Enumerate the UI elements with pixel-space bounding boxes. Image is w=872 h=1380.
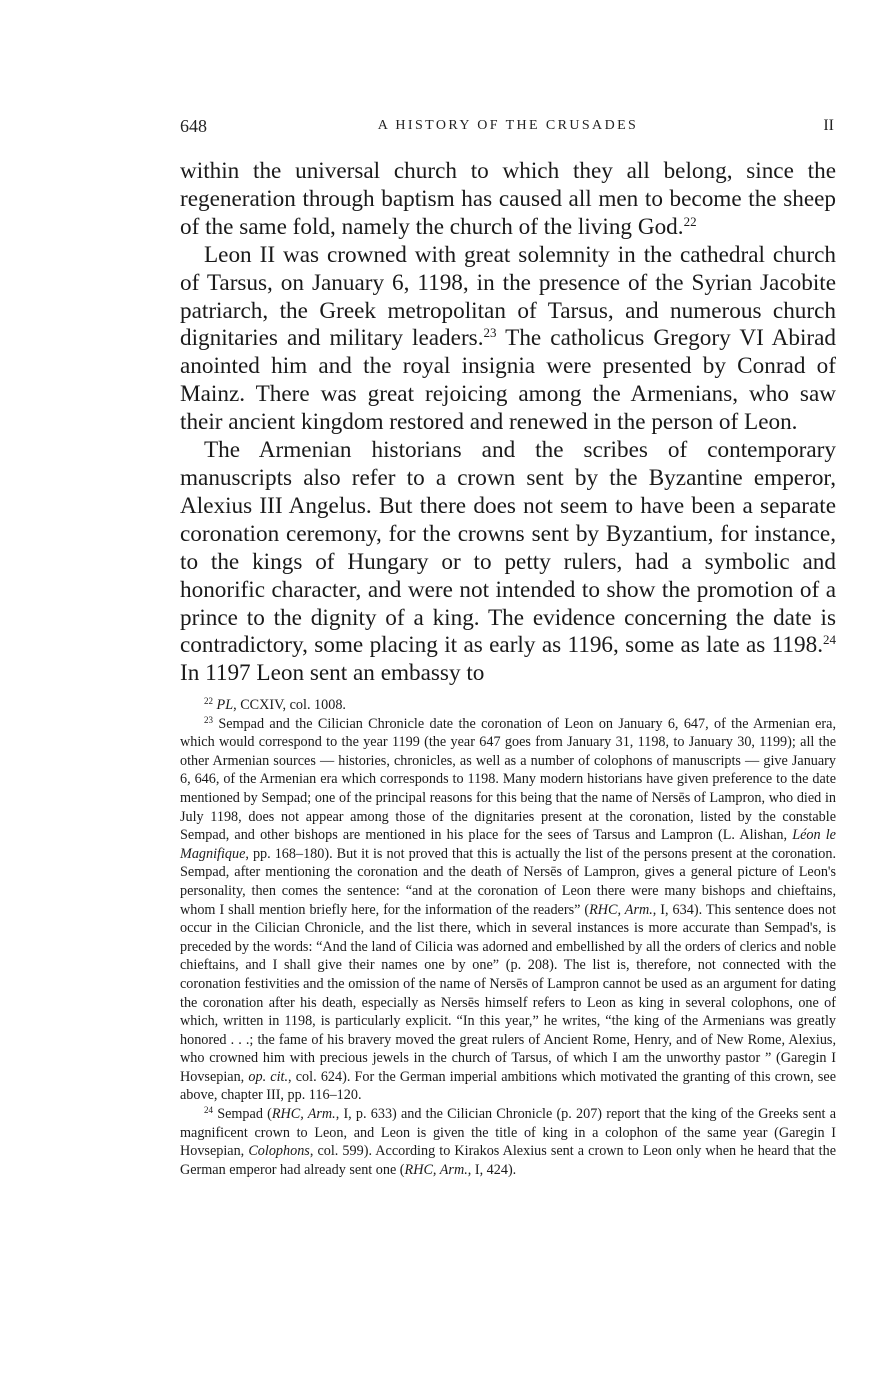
footnote-text: , I, p. 633) and the Cilician Chronicle (p. 207) report that the king of the Greeks sent a magnificent crown to Leon, and Leon is given the title of king in a colophon of the same year (Garegin I Hovsepian, — [180, 1106, 836, 1160]
footnote-text: , col. 599). According to Kirakos Alexius sent a crown to Leon only when he heard that the German emperor had already sent one ( — [180, 1143, 836, 1178]
main-text — [180, 158, 836, 688]
footnote-text: Sempad and the Cilician Chronicle date the coronation of Leon on January 6, 647, of the Armenian era, which would correspond to the year 1199 (the year 647 goes from January 31, 1198, to January 30, 1199); all the other Armenian sources — histories, chronicles, as well as a number of colophons of manuscripts — give January 6, 646, of the Armenian era which corresponds to 1198. Many modern historians have given preference to the date mentioned by Sempad; one of the principal reasons for this being that the name of Nersēs of Lampron, who died in July 1198, does not appear among those of the dignitaries present at the coronation, listed by the constable Sempad, and other bishops are mentioned in his place for the sees of Tarsus and Lampron (L. Alishan, — [180, 715, 836, 844]
footnote-number: 24 — [204, 1105, 213, 1116]
footnote-24 — [180, 1105, 836, 1179]
citation-title: op. cit. — [248, 1068, 289, 1085]
running-title: A HISTORY OF THE CRUSADES — [377, 118, 639, 133]
footnote-number: 22 — [204, 696, 213, 706]
footnote-23 — [180, 715, 836, 1105]
paragraph-text: The Armenian historians and the scribes of contemporary manuscripts also refer to a crown sent by the Byzantine emperor, Alexius III Angelus. But there does not seem to have been a separate coronation ceremony, for the crowns sent by Byzantium, for instance, to the kings of Hungary or to petty rulers, had a symbolic and honorific character, and were not intended to show the promotion of a prince to the dignity of a king. The evidence concerning the date is contradictory, some placing it as early as 1196, some as late as 1198. — [180, 437, 836, 659]
footnote-text: , I, 634). This sentence does not occur in the Cilician Chronicle, and the list there, which in several instances is more accurate than Sempad's, is preceded by the words: “And the land of Cilicia was adorned and embellished by all the orders of clerics and noble chieftains, and I shall give their names one by one” (p. 208). The list is, therefore, not connected with the coronation festivities and the omission of the name of Nersēs of Lampron cannot be used as an argument for dating the coronation after his death, especially as Nersēs himself refers to Leon as king in several colophons, one of which, written in 1198, is particularly explicit. “In this year,” he writes, “the king of the Armenians was greatly honored . . .; the fame of his bravery moved the great rulers of Ancient Rome, Henry, and of New Rome, Alexius, who crowned him with precious jewels in the church of Tarsus, of which I am the unworthy pastor ” (Garegin I Hovsepian, — [180, 901, 837, 1085]
footnote-ref-23[interactable]: 23 — [483, 325, 497, 341]
citation-title: PL — [216, 697, 234, 713]
volume-number: II — [823, 117, 834, 134]
footnote-text: , CCXIV, col. 1008. — [233, 697, 346, 713]
running-header — [180, 116, 836, 140]
citation-title: RHC, Arm. — [589, 901, 653, 918]
paragraph-continuation — [180, 158, 836, 242]
citation-title: Léon le Magnifique — [180, 827, 836, 862]
paragraph-text: In 1197 Leon sent an embassy to — [180, 660, 485, 687]
footnote-text: , pp. 168–180). But it is not proved that this is actually the list of the persons present at the coronation. Sempad, after mentioning the coronation and the death of Nersēs of Lampron, gives a general picture of Leon's personality, then comes the sentence: “and at the coronation of Leon there were many bishops and chieftains, whom I shall mention briefly here, for the information of the readers” ( — [180, 845, 836, 918]
paragraph-coronation — [180, 242, 836, 437]
footnote-ref-22[interactable]: 22 — [683, 213, 697, 229]
footnote-text: , I, 424). — [467, 1161, 517, 1178]
footnote-text: , col. 624). For the German imperial ambitions which motivated the granting of this crown, see above, chapter III, pp. 116–120. — [180, 1068, 836, 1104]
paragraph-text: The catholicus Gregory VI Abirad anointed him and the royal insignia were presented by Conrad of Mainz. There was great rejoicing among the Armenians, who saw their ancient kingdom restored and renewed in the person of Leon. — [180, 325, 836, 436]
citation-title: RHC, Arm. — [271, 1106, 336, 1123]
paragraph-text: within the universal church to which they all belong, since the regeneration through baptism has caused all men to become the sheep of the same fold, namely the church of the living God. — [180, 158, 836, 240]
footnote-22 — [180, 696, 836, 715]
citation-title: RHC, Arm. — [404, 1161, 468, 1178]
page-number: 648 — [180, 116, 207, 136]
footnote-text: Sempad ( — [213, 1106, 272, 1123]
citation-title: Colophons — [248, 1143, 310, 1160]
paragraph-byzantine-crown — [180, 437, 836, 688]
footnotes — [180, 696, 836, 1179]
footnote-ref-24[interactable]: 24 — [823, 632, 836, 648]
footnote-number: 23 — [204, 714, 213, 725]
paragraph-text: Leon II was crowned with great solemnity in the cathedral church of Tarsus, on January 6, 1198, in the presence of the Syrian Jacobite patriarch, the Greek metropolitan of Tarsus, and numerous church dignitaries and military leaders. — [180, 241, 836, 352]
